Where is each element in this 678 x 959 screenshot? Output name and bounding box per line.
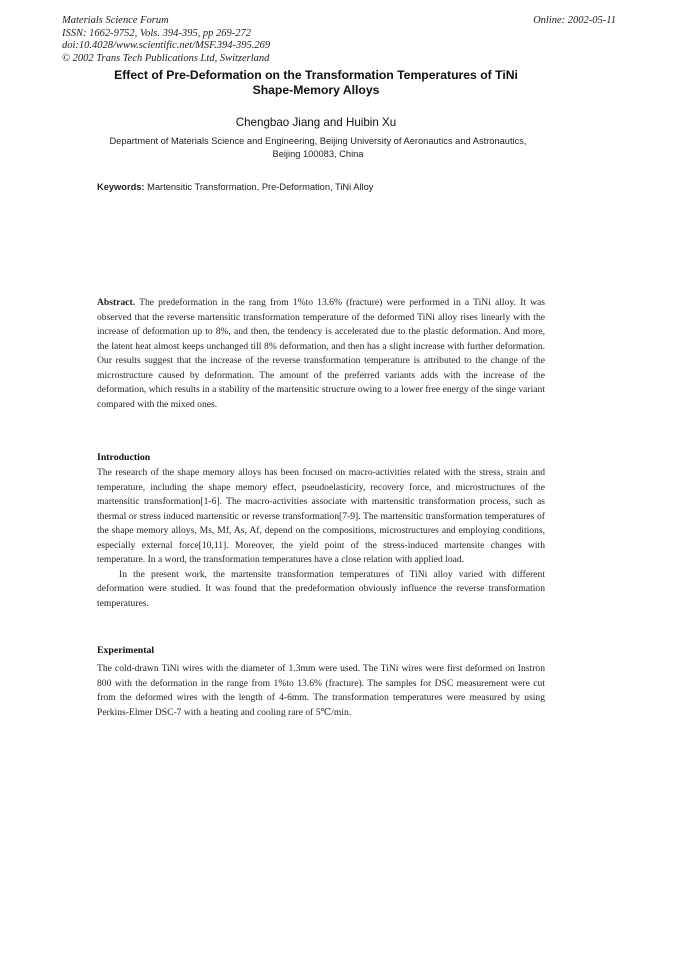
abstract <box>97 296 545 412</box>
experimental-section <box>97 662 545 720</box>
journal-header <box>62 15 270 65</box>
experimental-heading: Experimental <box>97 645 155 656</box>
introduction-section <box>97 466 545 611</box>
introduction-paragraph-2: In the present work, the martensite transformation temperatures of TiNi alloy varied with different deformation were studied. It was found that the predeformation obviously influence the reverse transformation temperatures. <box>97 568 545 609</box>
keywords-text: Martensitic Transformation, Pre-Deformation, TiNi Alloy <box>147 182 374 192</box>
experimental-paragraph-1: The cold-drawn TiNi wires with the diameter of 1.3mm were used. The TiNi wires were first deformed on Instron 800 with the deformation in the range from 1%to 13.6% (fracture). The samples for DSC measurement were cut from the deformed wires with the length of 4-6mm. The transformation temperatures were measured by using Perkins-Elmer DSC-7 with a heating and cooling rare of 5℃/min. <box>97 663 545 718</box>
keywords-label: Keywords: <box>97 182 145 192</box>
affiliation: Department of Materials Science and Engineering, Beijing University of Aeronautics and Astronautics, Beijing 100083, China <box>109 136 527 159</box>
introduction-heading: Introduction <box>97 452 151 463</box>
online-date: Online: 2002-05-11 <box>533 15 616 26</box>
authors: Chengbao Jiang and Huibin Xu <box>235 116 397 129</box>
abstract-label: Abstract. <box>97 297 136 308</box>
copyright-line: © 2002 Trans Tech Publications Ltd, Switzerland <box>62 52 270 64</box>
journal-name: Materials Science Forum <box>62 15 169 26</box>
paper-title: Effect of Pre-Deformation on the Transformation Temperatures of TiNi Shape-Memory Alloys <box>114 68 518 97</box>
introduction-paragraph-1: The research of the shape memory alloys has been focused on macro-activities related with the stress, strain and temperature, including the shape memory effect, pseudoelasticity, recovery force, and microstructures of the martensitic transformation[1-6]. The macro-activities associate with martensitic transformation process, such as thermal or stress induced martensitic or reverse transformation[7-9]. The martensitic transformation temperatures of the shape memory alloys, Ms, Mf, As, Af, depend on the compositions, microstructures and employing conditions, especially external force[10,11]. Moreover, the yield point of the stress-induced martensite changes with temperature. In a word, the transformation temperatures have a close relation with applied load. <box>97 467 545 566</box>
abstract-text: The predeformation in the rang from 1%to 13.6% (fracture) were performed in a TiNi alloy. It was observed that the reverse martensitic transformation temperature of the deformed TiNi alloy rises linearly with the increase of deformation up to 8%, and then, the tendency is accelerated due to the plastic deformation. And more, the latent heat almost keeps unchanged till 8% deformation, and then has a slight increase with further deformation. Our results suggest that the increase of the reverse transformation temperature is attributed to the change of the microstructure caused by deformation. The amount of the preferred variants adds with the increase of the deformation, which results in a stability of the martensitic structure owing to a lower free energy of the singe variant compared with the mixed ones. <box>97 297 545 410</box>
keywords <box>97 182 373 192</box>
issn-line: ISSN: 1662-9752, Vols. 394-395, pp 269-272 <box>62 27 251 39</box>
doi-link[interactable]: doi:10.4028/www.scientific.net/MSF.394-395.269 <box>62 40 271 51</box>
